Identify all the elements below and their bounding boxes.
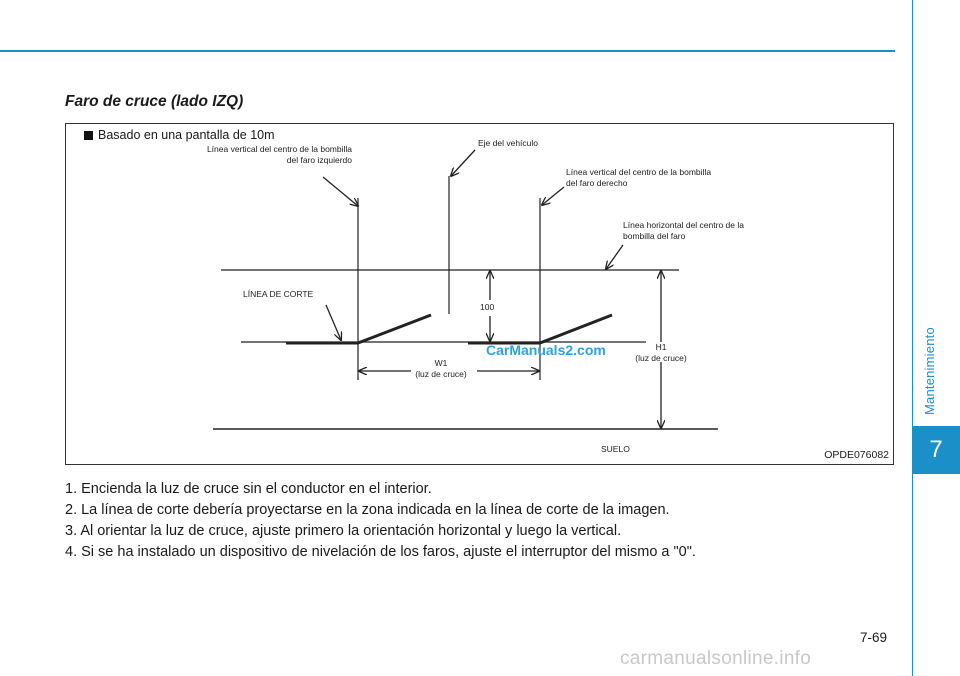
- right-vertical-pointer: [542, 187, 564, 205]
- header-rule: [0, 50, 895, 52]
- instruction-step: 4. Si se ha instalado un dispositivo de nivelación de los faros, ajuste el interruptor del mismo a "0".: [65, 544, 696, 560]
- vehicle-axis-pointer: [451, 150, 475, 176]
- headlight-aiming-figure: [65, 123, 894, 465]
- footer-watermark: carmanualsonline.info: [620, 648, 812, 669]
- horizontal-line-pointer: [606, 245, 623, 269]
- aiming-diagram: [66, 124, 895, 466]
- chapter-tab: 7: [912, 426, 960, 474]
- left-cutoff-slope: [358, 315, 431, 343]
- label-left-vertical-line: Línea vertical del centro de la bombilla del faro izquierdo: [206, 144, 352, 165]
- label-distance-100: 100: [480, 302, 495, 312]
- label-h1: H1 (luz de cruce): [635, 342, 687, 363]
- label-cutoff-line: LÍNEA DE CORTE: [243, 289, 314, 299]
- page-number: 7-69: [860, 630, 888, 645]
- instruction-step: 3. Al orientar la luz de cruce, ajuste primero la orientación horizontal y luego la vertical.: [65, 523, 622, 539]
- label-w1: W1 (luz de cruce): [415, 358, 467, 379]
- label-right-vertical-line: Línea vertical del centro de la bombilla del faro derecho: [566, 167, 712, 188]
- cutoff-line-pointer: [326, 305, 341, 340]
- label-ground: SUELO: [601, 444, 630, 454]
- chapter-name: Mantenimiento: [922, 327, 937, 415]
- side-rule: [912, 0, 913, 676]
- watermark-logo: CarManuals2.com: [486, 342, 606, 358]
- square-bullet-icon: [84, 131, 93, 140]
- section-title: Faro de cruce (lado IZQ): [65, 93, 244, 110]
- figure-code: OPDE076082: [824, 449, 889, 461]
- instruction-list: [65, 479, 696, 563]
- left-vertical-pointer: [323, 177, 358, 206]
- label-vehicle-axis: Eje del vehículo: [478, 138, 539, 148]
- figure-note: [84, 128, 275, 142]
- figure-note-text: Basado en una pantalla de 10m: [98, 128, 275, 142]
- instruction-step: 1. Encienda la luz de cruce sin el conductor en el interior.: [65, 481, 432, 497]
- label-horizontal-line: Línea horizontal del centro de la bombilla del faro: [623, 220, 744, 241]
- right-cutoff-slope: [540, 315, 612, 343]
- instruction-step: 2. La línea de corte debería proyectarse en la zona indicada en la línea de corte de la imagen.: [65, 502, 670, 518]
